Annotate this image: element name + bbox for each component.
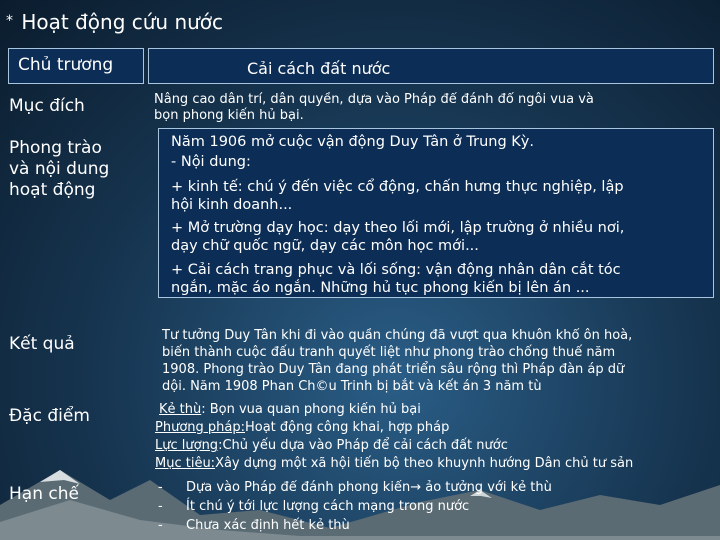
han-che-label: Hạn chế	[9, 484, 79, 504]
row-muc-dich-label-cell	[8, 86, 148, 126]
phong-trao-line: dạy chữ quốc ngữ, dạy các môn học mới...	[171, 238, 479, 254]
phong-trao-label-line: hoạt động	[9, 180, 96, 200]
han-che-after: ảo tưởng với kẻ thù	[421, 480, 552, 495]
ket-qua-line: Tư tưởng Duy Tân khi đi vào quần chúng đã vượt qua khuôn khổ ôn hoà,	[162, 328, 633, 343]
title-bullet: *	[6, 13, 13, 29]
chu-truong-label: Chủ trương	[18, 55, 114, 75]
slide-title	[6, 10, 223, 34]
ket-qua-line: biến thành cuộc đấu tranh quyết liệt như phong trào chống thuế năm	[162, 345, 616, 360]
muc-dich-line: bọn phong kiến hủ bại.	[154, 108, 304, 123]
row-phong-trao-label-cell	[8, 138, 148, 218]
dac-diem-key: Phương pháp:	[155, 420, 245, 435]
row-han-che-label-cell	[8, 484, 148, 510]
phong-trao-line: hội kinh doanh...	[171, 197, 293, 213]
row-ket-qua-label-cell	[8, 332, 148, 362]
phong-trao-line: Năm 1906 mở cuộc vận động Duy Tân ở Trung Kỳ.	[171, 134, 534, 150]
phong-trao-label-line: Phong trào	[9, 138, 102, 158]
dac-diem-text	[155, 402, 714, 478]
phong-trao-line: ngắn, mặc áo ngắn. Những hủ tục phong kiến bị lên án ...	[171, 280, 590, 296]
dac-diem-label: Đặc điểm	[9, 406, 90, 426]
dac-diem-item	[155, 438, 508, 454]
phong-trao-label-line: và nội dung	[9, 159, 110, 179]
han-che-text-2: Ít chú ý tới lực lượng cách mạng trong nước	[186, 499, 470, 514]
dash: -	[158, 480, 163, 495]
dash: -	[158, 518, 163, 533]
dac-diem-item	[155, 456, 633, 472]
muc-dich-text	[154, 92, 714, 128]
dac-diem-value: :Chủ yếu dựa vào Pháp để cải cách đất nước	[218, 438, 508, 453]
row-dac-diem-label-cell	[8, 404, 148, 430]
dac-diem-key: Lực lượng	[155, 438, 219, 453]
summary-table	[8, 48, 714, 540]
han-che-text-3: Chưa xác định hết kẻ thù	[186, 518, 350, 533]
ket-qua-label: Kết quả	[9, 334, 75, 354]
dac-diem-value: : Bọn vua quan phong kiến hủ bại	[201, 402, 421, 417]
arrow-right-icon: →	[410, 480, 422, 495]
han-che-item	[158, 480, 552, 496]
phong-trao-box	[158, 128, 714, 298]
muc-dich-line: Nâng cao dân trí, dân quyền, dựa vào Pháp để đánh đổ ngôi vua và	[154, 92, 594, 107]
chu-truong-value: Cải cách đất nước	[247, 59, 391, 78]
han-che-text-1: Dựa vào Pháp để đánh phong kiến	[186, 480, 411, 495]
phong-trao-line: + Cải cách trang phục và lối sống: vận động nhân dân cắt tóc	[171, 262, 621, 278]
ket-qua-line: 1908. Phong trào Duy Tân đang phát triển sâu rộng thì Pháp đàn áp dữ	[162, 362, 625, 377]
title-text: Hoạt động cứu nước	[21, 10, 224, 34]
dac-diem-item	[155, 420, 449, 436]
phong-trao-line: - Nội dung:	[171, 154, 251, 170]
han-che-item	[158, 518, 350, 534]
dac-diem-key: Kẻ thù	[159, 402, 202, 417]
dac-diem-item	[159, 402, 421, 418]
row-chu-truong-label-cell	[8, 48, 144, 84]
dac-diem-key: Mục tiêu:	[155, 456, 216, 471]
ket-qua-text	[158, 328, 714, 398]
dash: -	[158, 499, 163, 514]
muc-dich-label: Mục đích	[9, 96, 85, 116]
phong-trao-line: + kinh tế: chú ý đến việc cổ động, chấn hưng thực nghiệp, lập	[171, 179, 624, 195]
dac-diem-value: Hoạt động công khai, hợp pháp	[244, 420, 450, 435]
han-che-item	[158, 499, 469, 515]
row-chu-truong-value-cell	[148, 48, 714, 84]
phong-trao-line: + Mở trường dạy học: dạy theo lối mới, lập trường ở nhiều nơi,	[171, 220, 625, 236]
dac-diem-value: Xây dựng một xã hội tiến bộ theo khuynh hướng Dân chủ tư sản	[215, 456, 634, 471]
han-che-text	[158, 480, 714, 540]
ket-qua-line: dội. Năm 1908 Phan Ch©u Trinh bị bắt và kết án 3 năm tù	[162, 379, 542, 394]
